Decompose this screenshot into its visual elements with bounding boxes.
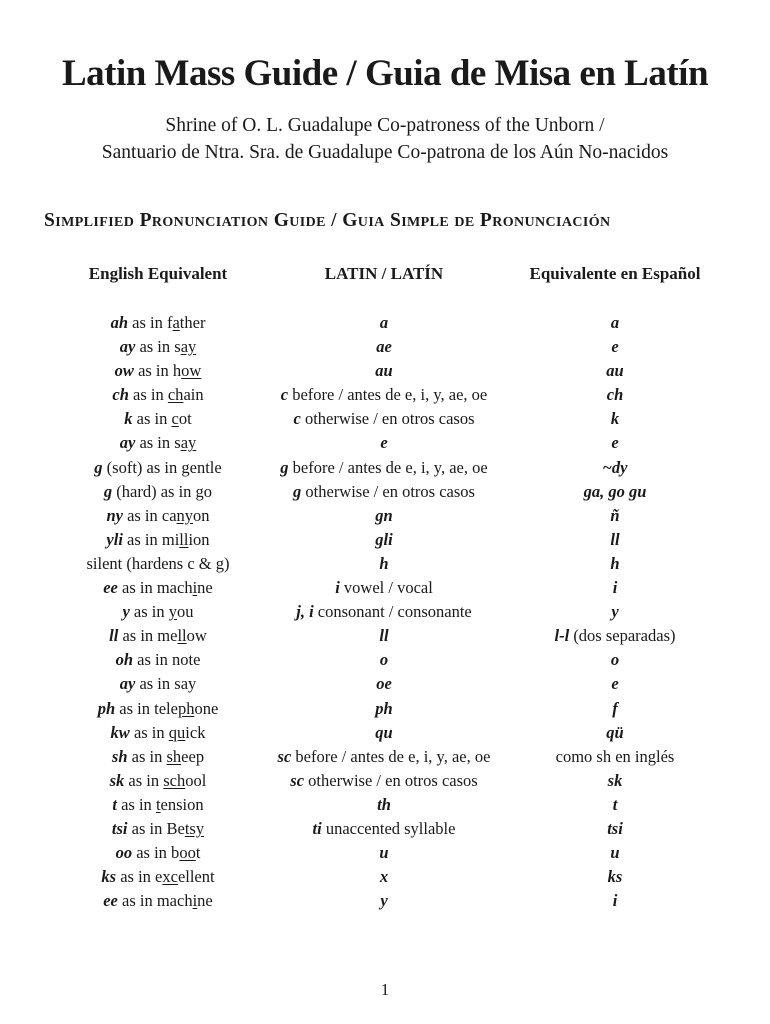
sound-symbol: j, i <box>296 602 314 622</box>
example-text: as in s <box>135 433 181 453</box>
sound-symbol: ch <box>606 385 624 405</box>
spanish-cell <box>512 480 718 504</box>
sound-symbol: k <box>124 409 133 429</box>
underlined-letters: tsy <box>184 818 205 838</box>
latin-cell <box>248 889 520 913</box>
english-cell <box>58 672 258 696</box>
spanish-cell <box>512 721 718 745</box>
sound-symbol: g <box>280 457 289 477</box>
sound-symbol: e <box>611 337 619 357</box>
underlined-letters: t <box>155 794 161 814</box>
english-cell <box>58 528 258 552</box>
spanish-cell <box>512 648 718 672</box>
example-text: as in <box>129 602 169 622</box>
sound-symbol: u <box>379 843 389 863</box>
latin-cell <box>248 624 520 648</box>
sound-symbol: ~dy <box>602 457 628 477</box>
example-text: as in mach <box>117 891 193 911</box>
example-text: otherwise / en otros casos <box>301 481 475 501</box>
sound-symbol: g <box>293 481 302 501</box>
example-text: unaccented syllable <box>321 818 456 838</box>
section-heading: Simplified Pronunciation Guide / Guia Simple de Pronunciación <box>44 210 611 231</box>
example-text: ne <box>197 578 213 598</box>
sound-symbol: ll <box>109 626 119 646</box>
spanish-cell <box>512 552 718 576</box>
latin-cell <box>248 359 520 383</box>
sound-symbol: i <box>612 578 618 598</box>
sound-symbol: o <box>379 650 389 670</box>
example-text: ellent <box>177 867 215 887</box>
sound-symbol: c <box>293 409 301 429</box>
underlined-letters: ay <box>180 337 197 357</box>
sound-symbol: kw <box>110 722 130 742</box>
underlined-letters: sh <box>166 746 182 766</box>
sound-symbol: ph <box>97 698 116 718</box>
latin-cell <box>248 769 520 793</box>
english-cell <box>58 359 258 383</box>
example-text: as in b <box>132 843 180 863</box>
spanish-cell <box>512 431 718 455</box>
latin-cell <box>248 480 520 504</box>
example-text: silent (hardens c & g) <box>86 553 230 573</box>
latin-cell <box>248 648 520 672</box>
sound-symbol: u <box>610 843 620 863</box>
sound-symbol: y <box>611 602 619 622</box>
sound-symbol: g <box>103 481 113 501</box>
sound-symbol: e <box>611 433 619 453</box>
example-text: consonant / consonante <box>313 602 472 622</box>
sound-symbol: qu <box>375 722 393 742</box>
spanish-cell <box>512 745 718 769</box>
latin-cell <box>248 576 520 600</box>
underlined-letters: ow <box>181 361 202 381</box>
latin-column <box>248 311 520 913</box>
latin-cell <box>248 456 520 480</box>
example-text: before / antes de e, i, y, ae, oe <box>288 457 488 477</box>
sound-symbol: ee <box>103 891 118 911</box>
sound-symbol: tsi <box>607 818 623 838</box>
latin-cell <box>248 383 520 407</box>
english-cell <box>58 576 258 600</box>
example-text: as in <box>124 770 164 790</box>
spanish-cell <box>512 624 718 648</box>
example-text: as in note <box>133 650 201 670</box>
underlined-letters: sch <box>163 770 186 790</box>
sound-symbol: sk <box>109 770 125 790</box>
spanish-cell <box>512 576 718 600</box>
underlined-letters: y <box>168 602 178 622</box>
underlined-letters: c <box>171 409 179 429</box>
example-text: as in <box>129 722 169 742</box>
english-cell <box>58 552 258 576</box>
column-header-latin: LATIN / LATÍN <box>324 264 444 283</box>
sound-symbol: tsi <box>111 818 128 838</box>
example-text: ool <box>185 770 207 790</box>
example-text: eep <box>181 746 205 766</box>
spanish-cell <box>512 817 718 841</box>
sound-symbol: k <box>610 409 620 429</box>
example-text: ther <box>179 313 206 332</box>
spanish-cell <box>512 865 718 889</box>
example-text: ot <box>178 409 192 429</box>
page-number: 1 <box>380 980 390 999</box>
spanish-cell <box>512 456 718 480</box>
sound-symbol: t <box>612 794 618 814</box>
sound-symbol: g <box>94 457 103 477</box>
spanish-equivalent-column <box>512 311 718 913</box>
latin-cell <box>248 841 520 865</box>
column-header-spanish: Equivalente en Español <box>529 264 701 283</box>
sound-symbol: t <box>112 794 117 814</box>
english-cell <box>58 697 258 721</box>
example-text: ick <box>185 722 206 742</box>
latin-cell <box>248 865 520 889</box>
sound-symbol: e <box>380 433 388 453</box>
sound-symbol: sh <box>111 746 128 766</box>
sound-symbol: x <box>379 867 389 887</box>
sound-symbol: ll <box>610 529 620 549</box>
spanish-cell <box>512 359 718 383</box>
sound-symbol: yli <box>106 529 123 549</box>
sound-symbol: th <box>377 794 391 814</box>
sound-symbol: l-l <box>554 626 570 646</box>
example-text: as in me <box>118 626 178 646</box>
sound-symbol: sk <box>607 770 623 790</box>
sound-symbol: oo <box>115 843 133 863</box>
example-text: ou <box>177 602 194 622</box>
example-text: before / antes de e, i, y, ae, oe <box>288 385 488 405</box>
column-header-english: English Equivalent <box>88 264 228 283</box>
sound-symbol: gli <box>375 529 393 549</box>
underlined-letters: ay <box>180 433 197 453</box>
english-cell <box>58 407 258 431</box>
example-text: como sh en inglés <box>555 746 675 766</box>
english-cell <box>58 648 258 672</box>
english-cell <box>58 431 258 455</box>
spanish-cell <box>512 383 718 407</box>
spanish-cell <box>512 600 718 624</box>
latin-cell <box>248 600 520 624</box>
latin-cell <box>248 672 520 696</box>
spanish-cell <box>512 335 718 359</box>
example-text: ension <box>160 794 204 814</box>
underlined-letters: ll <box>179 529 189 549</box>
example-text: as in mi <box>122 529 180 549</box>
sound-symbol: ph <box>375 698 393 718</box>
example-text: (soft) as in gentle <box>102 457 222 477</box>
sound-symbol: o <box>610 650 620 670</box>
sound-symbol: y <box>380 891 388 911</box>
example-text: (hard) as in go <box>112 481 213 501</box>
latin-cell <box>248 817 520 841</box>
english-cell <box>58 480 258 504</box>
spanish-cell <box>512 889 718 913</box>
example-text: vowel / vocal <box>339 578 433 598</box>
example-text: as in <box>116 794 156 814</box>
english-cell <box>58 624 258 648</box>
english-cell <box>58 383 258 407</box>
underlined-letters: i <box>192 578 198 598</box>
english-cell <box>58 865 258 889</box>
latin-cell <box>248 697 520 721</box>
english-cell <box>58 841 258 865</box>
english-cell <box>58 793 258 817</box>
sound-symbol: ks <box>607 867 623 887</box>
sound-symbol: ny <box>106 505 123 525</box>
example-text: as in f <box>128 313 173 332</box>
sound-symbol: ti <box>312 818 322 838</box>
english-cell <box>58 817 258 841</box>
example-text: ion <box>188 529 210 549</box>
latin-cell <box>248 431 520 455</box>
sound-symbol: ñ <box>610 505 620 525</box>
sound-symbol: ee <box>103 578 118 598</box>
example-text: as in <box>128 385 168 405</box>
underlined-letters: ch <box>167 385 184 405</box>
spanish-cell <box>512 793 718 817</box>
sound-symbol: i <box>335 578 340 598</box>
example-text: as in h <box>133 361 182 381</box>
latin-cell <box>248 311 520 335</box>
example-text: as in Be <box>127 818 185 838</box>
example-text: as in ca <box>122 505 177 525</box>
sound-symbol: ll <box>379 626 389 646</box>
sound-symbol: y <box>122 602 130 622</box>
sound-symbol: sc <box>290 770 305 790</box>
spanish-cell <box>512 528 718 552</box>
underlined-letters: ny <box>176 505 194 525</box>
sound-symbol: ah <box>110 313 128 332</box>
page-title: Latin Mass Guide / Guia de Misa en Latín <box>61 53 709 94</box>
example-text: as in <box>132 409 172 429</box>
sound-symbol: ow <box>114 361 134 381</box>
sound-symbol: ay <box>119 674 136 694</box>
sound-symbol: a <box>610 313 620 332</box>
sound-symbol: gn <box>375 505 393 525</box>
english-cell <box>58 889 258 913</box>
latin-cell <box>248 721 520 745</box>
sound-symbol: ks <box>101 867 117 887</box>
underlined-letters: ll <box>177 626 187 646</box>
example-text: on <box>193 505 210 525</box>
underlined-letters: xc <box>162 867 178 887</box>
latin-cell <box>248 745 520 769</box>
english-cell <box>58 745 258 769</box>
underlined-letters: a <box>172 313 180 332</box>
english-cell <box>58 504 258 528</box>
latin-cell <box>248 335 520 359</box>
sound-symbol: qü <box>606 722 624 742</box>
underlined-letters: qu <box>168 722 186 742</box>
spanish-cell <box>512 697 718 721</box>
example-text: as in e <box>116 867 163 887</box>
english-equivalent-column <box>58 311 258 913</box>
sound-symbol: c <box>280 385 289 405</box>
english-cell <box>58 769 258 793</box>
english-cell <box>58 311 258 335</box>
example-text: as in <box>127 746 167 766</box>
sound-symbol: ay <box>119 337 136 357</box>
spanish-cell <box>512 311 718 335</box>
spanish-cell <box>512 407 718 431</box>
example-text: otherwise / en otros casos <box>304 770 478 790</box>
latin-cell <box>248 552 520 576</box>
sound-symbol: f <box>612 698 618 718</box>
example-text: ain <box>183 385 204 405</box>
english-cell <box>58 335 258 359</box>
example-text: as in tele <box>115 698 178 718</box>
sound-symbol: i <box>612 891 618 911</box>
sound-symbol: a <box>379 313 389 332</box>
underlined-letters: ph <box>177 698 195 718</box>
sound-symbol: ay <box>119 433 136 453</box>
example-text: ne <box>197 891 213 911</box>
latin-cell <box>248 528 520 552</box>
sound-symbol: au <box>606 361 624 381</box>
english-cell <box>58 456 258 480</box>
example-text: as in s <box>135 337 181 357</box>
example-text: otherwise / en otros casos <box>300 409 475 429</box>
subtitle-line-2: Santuario de Ntra. Sra. de Guadalupe Co-patrona de los Aún No-nacidos <box>101 142 669 163</box>
example-text: (dos separadas) <box>569 626 676 646</box>
underlined-letters: oo <box>179 843 196 863</box>
spanish-cell <box>512 841 718 865</box>
sound-symbol: oe <box>376 674 392 694</box>
subtitle-line-1: Shrine of O. L. Guadalupe Co-patroness of the Unborn / <box>165 115 605 136</box>
sound-symbol: ga, go gu <box>583 481 647 501</box>
example-text: t <box>195 843 201 863</box>
sound-symbol: ch <box>112 385 129 405</box>
underlined-letters: i <box>192 891 198 911</box>
example-text: as in mach <box>117 578 193 598</box>
example-text: before / antes de e, i, y, ae, oe <box>291 746 491 766</box>
latin-cell <box>248 407 520 431</box>
sound-symbol: ae <box>376 337 392 357</box>
spanish-cell <box>512 769 718 793</box>
example-text: one <box>194 698 219 718</box>
sound-symbol: e <box>611 674 619 694</box>
spanish-cell <box>512 672 718 696</box>
sound-symbol: au <box>375 361 393 381</box>
latin-cell <box>248 793 520 817</box>
sound-symbol: h <box>379 553 389 573</box>
example-text: ow <box>186 626 207 646</box>
sound-symbol: h <box>610 553 620 573</box>
sound-symbol: oh <box>115 650 134 670</box>
spanish-cell <box>512 504 718 528</box>
example-text: as in say <box>135 674 197 694</box>
english-cell <box>58 721 258 745</box>
sound-symbol: sc <box>277 746 292 766</box>
english-cell <box>58 600 258 624</box>
latin-cell <box>248 504 520 528</box>
